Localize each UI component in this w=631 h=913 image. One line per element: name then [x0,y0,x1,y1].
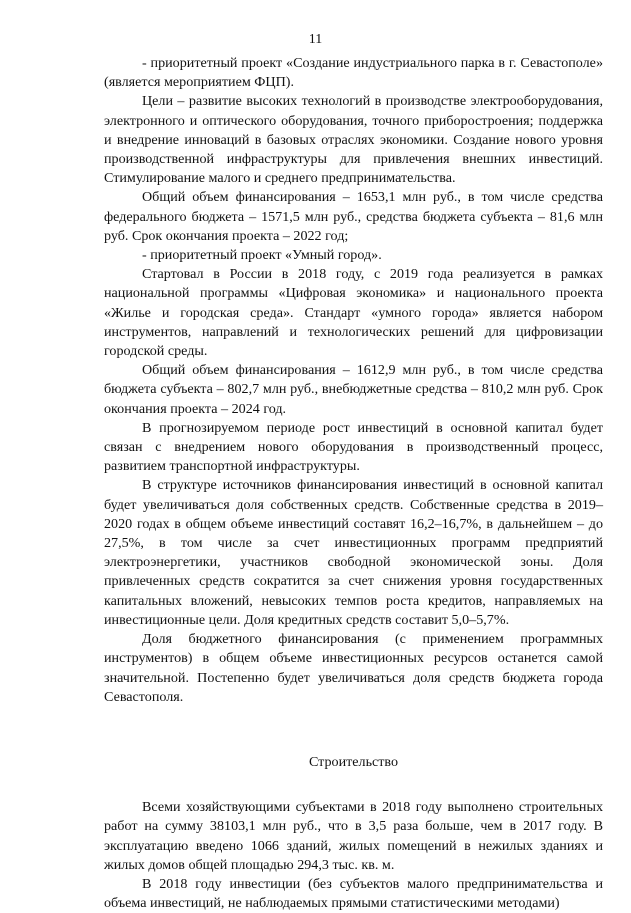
paragraph-construction-volume: Всеми хозяйствующими субъектами в 2018 году выполнено строительных работ на сумму 38103,1 млн руб., что в 3,5 раза больше, чем в 2017 году. В эксплуатацию введено 1066 зданий, жилых помещений в нежилых зданиях и жилых домов общей площадью 294,3 тыс. кв. м. [104,799,603,873]
paragraph-financing-smart-city: Общий объем финансирования – 1612,9 млн руб., в том числе средства бюджета субъекта – 802,7 млн руб., внебюджетные средства – 810,2 млн руб. Срок окончания проекта – 2024 год. [104,362,603,417]
paragraph-financing-park: Общий объем финансирования – 1653,1 млн руб., в том числе средства федерального бюджета – 1571,5 млн руб., средства бюджета субъекта – 81,6 млн руб. Срок окончания проекта – 2022 год; [104,189,603,244]
paragraph-investment-growth: В прогнозируемом периоде рост инвестиций в основной капитал будет связан с внедрением нового оборудования в производственный процесс, развитием транспортной инфраструктуры. [104,419,603,475]
paragraph-smart-city-start: Стартовал в России в 2018 году, с 2019 года реализуется в рамках национальной программы «Цифровая экономика» и национального проекта «Жилье и городская среда». Стандарт «умного города» является набором инструментов, направлений и технологических решений для цифровизации городской среды. [104,266,603,360]
paragraph-industrial-park: - приоритетный проект «Создание индустриального парка в г. Севастополе» (является мероприятием ФЦП). [104,55,603,91]
paragraph-financing-structure: В структуре источников финансирования инвестиций в основной капитал будет увеличиваться доля собственных средств. Собственные средства в 2019–2020 годах в общем объеме инвестиций составят 16,2–16,7%, в дальнейшем – до 27,5%, в том числе за счет инвестиционных программ предприятий электроэнергетики, участников свободной экономической зоны. Доля привлеченных средств сократится за счет снижения уровня государственных капитальных вложений, невысоких темпов роста кредитов, направляемых на инвестиционные цели. Доля кредитных средств составит 5,0–5,7%. [104,477,603,628]
paragraph-smart-city: - приоритетный проект «Умный город». [142,247,382,264]
section-heading: Строительство [308,753,399,770]
paragraph-budget-share: Доля бюджетного финансирования (с применением программных инструментов) в общем объеме инвестиционных ресурсов останется самой значительной. Постепенно будет увеличиваться доля средств бюджета города Севастополя. [104,631,603,705]
page-body [104,54,603,913]
page-number: 11 [308,32,323,47]
paragraph-investments-2018: В 2018 году инвестиции (без субъектов малого предпринимательства и объема инвестиций, не наблюдаемых прямыми статистическими методами) [104,875,603,912]
paragraph-goals: Цели – развитие высоких технологий в производстве электрооборудования, электронного и оптического оборудования, точного приборостроения; поддержка и внедрение инноваций в базовых отраслях экономики. Создание нового уровня производственной инфраструктуры для привлечения внешних инвестиций. Стимулирование малого и среднего предпринимательства. [104,93,603,187]
